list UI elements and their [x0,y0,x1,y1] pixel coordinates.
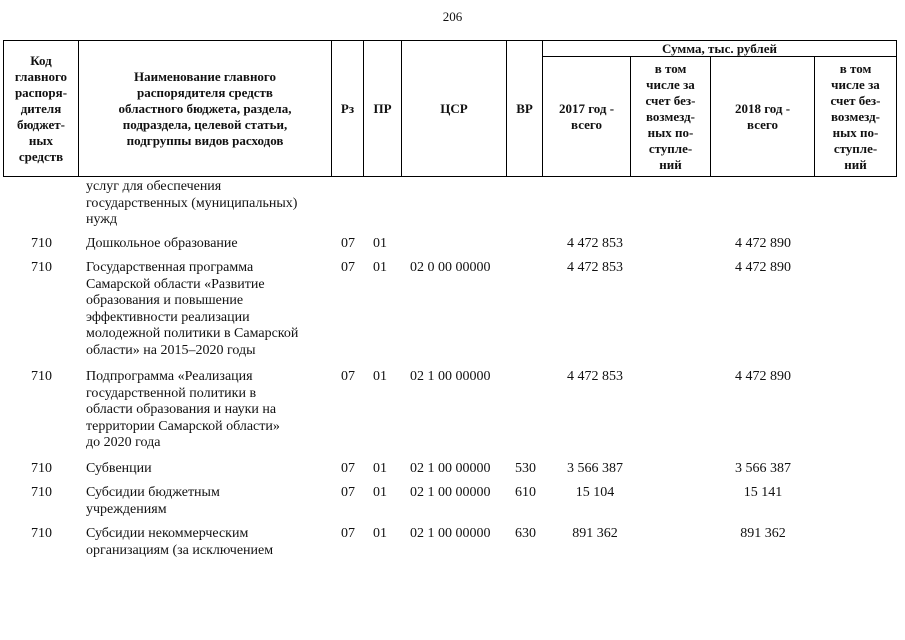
header-csr: ЦСР [402,40,507,177]
cell-code: 710 [31,461,52,476]
header-vr: ВР [507,40,543,177]
cell-pr: 01 [373,369,387,384]
cell-name: Субсидии некоммерческим организациям (за исключением [86,526,274,558]
header-2018-total: 2018 год - всего [711,57,815,177]
cell-rz: 07 [341,526,355,541]
cell-name: Субсидии бюджетным учреждениям [86,485,220,517]
cell-rz: 07 [341,236,355,251]
cell-name: Субвенции [86,461,152,476]
cell-code: 710 [31,526,52,541]
cell-code: 710 [31,236,52,251]
cell-code: 710 [31,485,52,500]
cell-csr: 02 1 00 00000 [410,369,491,384]
cell-name: Подпрограмма «Реализация государственной политики в области образования и науки на территории Самарской области» до 2020 года [86,369,280,451]
cell-name: услуг для обеспечения государственных (муниципальных) нужд [86,179,298,228]
cell-vr: 530 [515,461,536,476]
cell-rz: 07 [341,461,355,476]
cell-2018-total: 4 472 890 [735,236,791,251]
cell-pr: 01 [373,236,387,251]
page-number: 206 [442,9,463,24]
header-2017-free: в том числе за счет без- возмезд- ных по- ступле- ний [631,57,711,177]
cell-name: Государственная программа Самарской области «Развитие образования и повышение эффективности реализации молодежной политики в Самарской области» на 2015–2020 годы [86,260,299,358]
cell-2017-total: 891 362 [572,526,618,541]
cell-2017-total: 3 566 387 [567,461,623,476]
header-rz: Рз [332,40,364,177]
cell-csr: 02 1 00 00000 [410,526,491,541]
cell-csr: 02 1 00 00000 [410,461,491,476]
cell-rz: 07 [341,485,355,500]
cell-vr: 630 [515,526,536,541]
cell-csr: 02 1 00 00000 [410,485,491,500]
cell-code: 710 [31,369,52,384]
cell-2018-total: 3 566 387 [735,461,791,476]
cell-pr: 01 [373,260,387,275]
cell-pr: 01 [373,485,387,500]
cell-2018-total: 891 362 [740,526,786,541]
header-2018-free: в том числе за счет без- возмезд- ных по- ступле- ний [815,57,897,177]
cell-pr: 01 [373,526,387,541]
cell-2017-total: 4 472 853 [567,236,623,251]
cell-vr: 610 [515,485,536,500]
cell-2018-total: 15 141 [743,485,783,500]
header-name: Наименование главного распорядителя средств областного бюджета, раздела, подраздела, целевой статьи, подгруппы видов расходов [79,40,332,177]
header-pr: ПР [364,40,402,177]
cell-2018-total: 4 472 890 [735,369,791,384]
header-code: Код главного распоря- дителя бюджет- ных средств [3,40,79,177]
header-2017-total: 2017 год - всего [543,57,631,177]
cell-2017-total: 4 472 853 [567,369,623,384]
cell-name: Дошкольное образование [86,236,238,251]
cell-rz: 07 [341,369,355,384]
cell-csr: 02 0 00 00000 [410,260,491,275]
cell-pr: 01 [373,461,387,476]
cell-2017-total: 15 104 [575,485,615,500]
cell-2018-total: 4 472 890 [735,260,791,275]
cell-code: 710 [31,260,52,275]
header-sum: Сумма, тыс. рублей [543,40,897,57]
cell-2017-total: 4 472 853 [567,260,623,275]
cell-rz: 07 [341,260,355,275]
